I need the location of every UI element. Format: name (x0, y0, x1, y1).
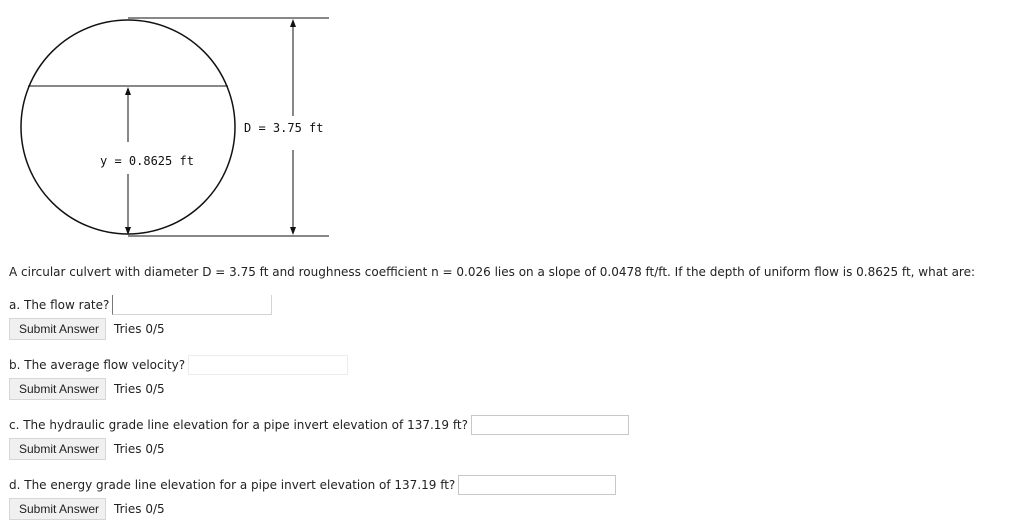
submit-answer-c-button[interactable]: Submit Answer (9, 438, 106, 460)
diameter-arrow-up-icon (290, 19, 296, 27)
tries-c-counter: Tries 0/5 (114, 442, 165, 456)
problem-statement: A circular culvert with diameter D = 3.75 ft and roughness coefficient n = 0.026 lies on a slope of 0.0478 ft/ft. If the depth of uniform flow is 0.8625 ft, what are: (9, 265, 976, 279)
question-c-label: c. The hydraulic grade line elevation for a pipe invert elevation of 137.19 ft? (9, 418, 468, 432)
answer-d-input[interactable] (458, 475, 616, 495)
answer-b-input[interactable] (188, 355, 348, 375)
submit-answer-d-button[interactable]: Submit Answer (9, 498, 106, 520)
tries-b-counter: Tries 0/5 (114, 382, 165, 396)
submit-answer-b-button[interactable]: Submit Answer (9, 378, 106, 400)
answer-a-input[interactable] (112, 295, 272, 315)
submit-answer-a-button[interactable]: Submit Answer (9, 318, 106, 340)
culvert-diagram (0, 0, 1024, 250)
answer-c-input[interactable] (471, 415, 629, 435)
tries-a-counter: Tries 0/5 (114, 322, 165, 336)
question-d (9, 476, 616, 520)
question-c (9, 416, 629, 460)
tries-d-counter: Tries 0/5 (114, 502, 165, 516)
diameter-label: D = 3.75 ft (244, 121, 324, 135)
question-a-label: a. The flow rate? (9, 298, 110, 312)
question-d-label: d. The energy grade line elevation for a pipe invert elevation of 137.19 ft? (9, 478, 456, 492)
depth-label: y = 0.8625 ft (100, 154, 194, 168)
depth-arrow-up-icon (125, 87, 131, 95)
question-b (9, 356, 348, 400)
question-b-label: b. The average flow velocity? (9, 358, 186, 372)
diameter-arrow-down-icon (290, 227, 296, 235)
question-a (9, 296, 272, 340)
